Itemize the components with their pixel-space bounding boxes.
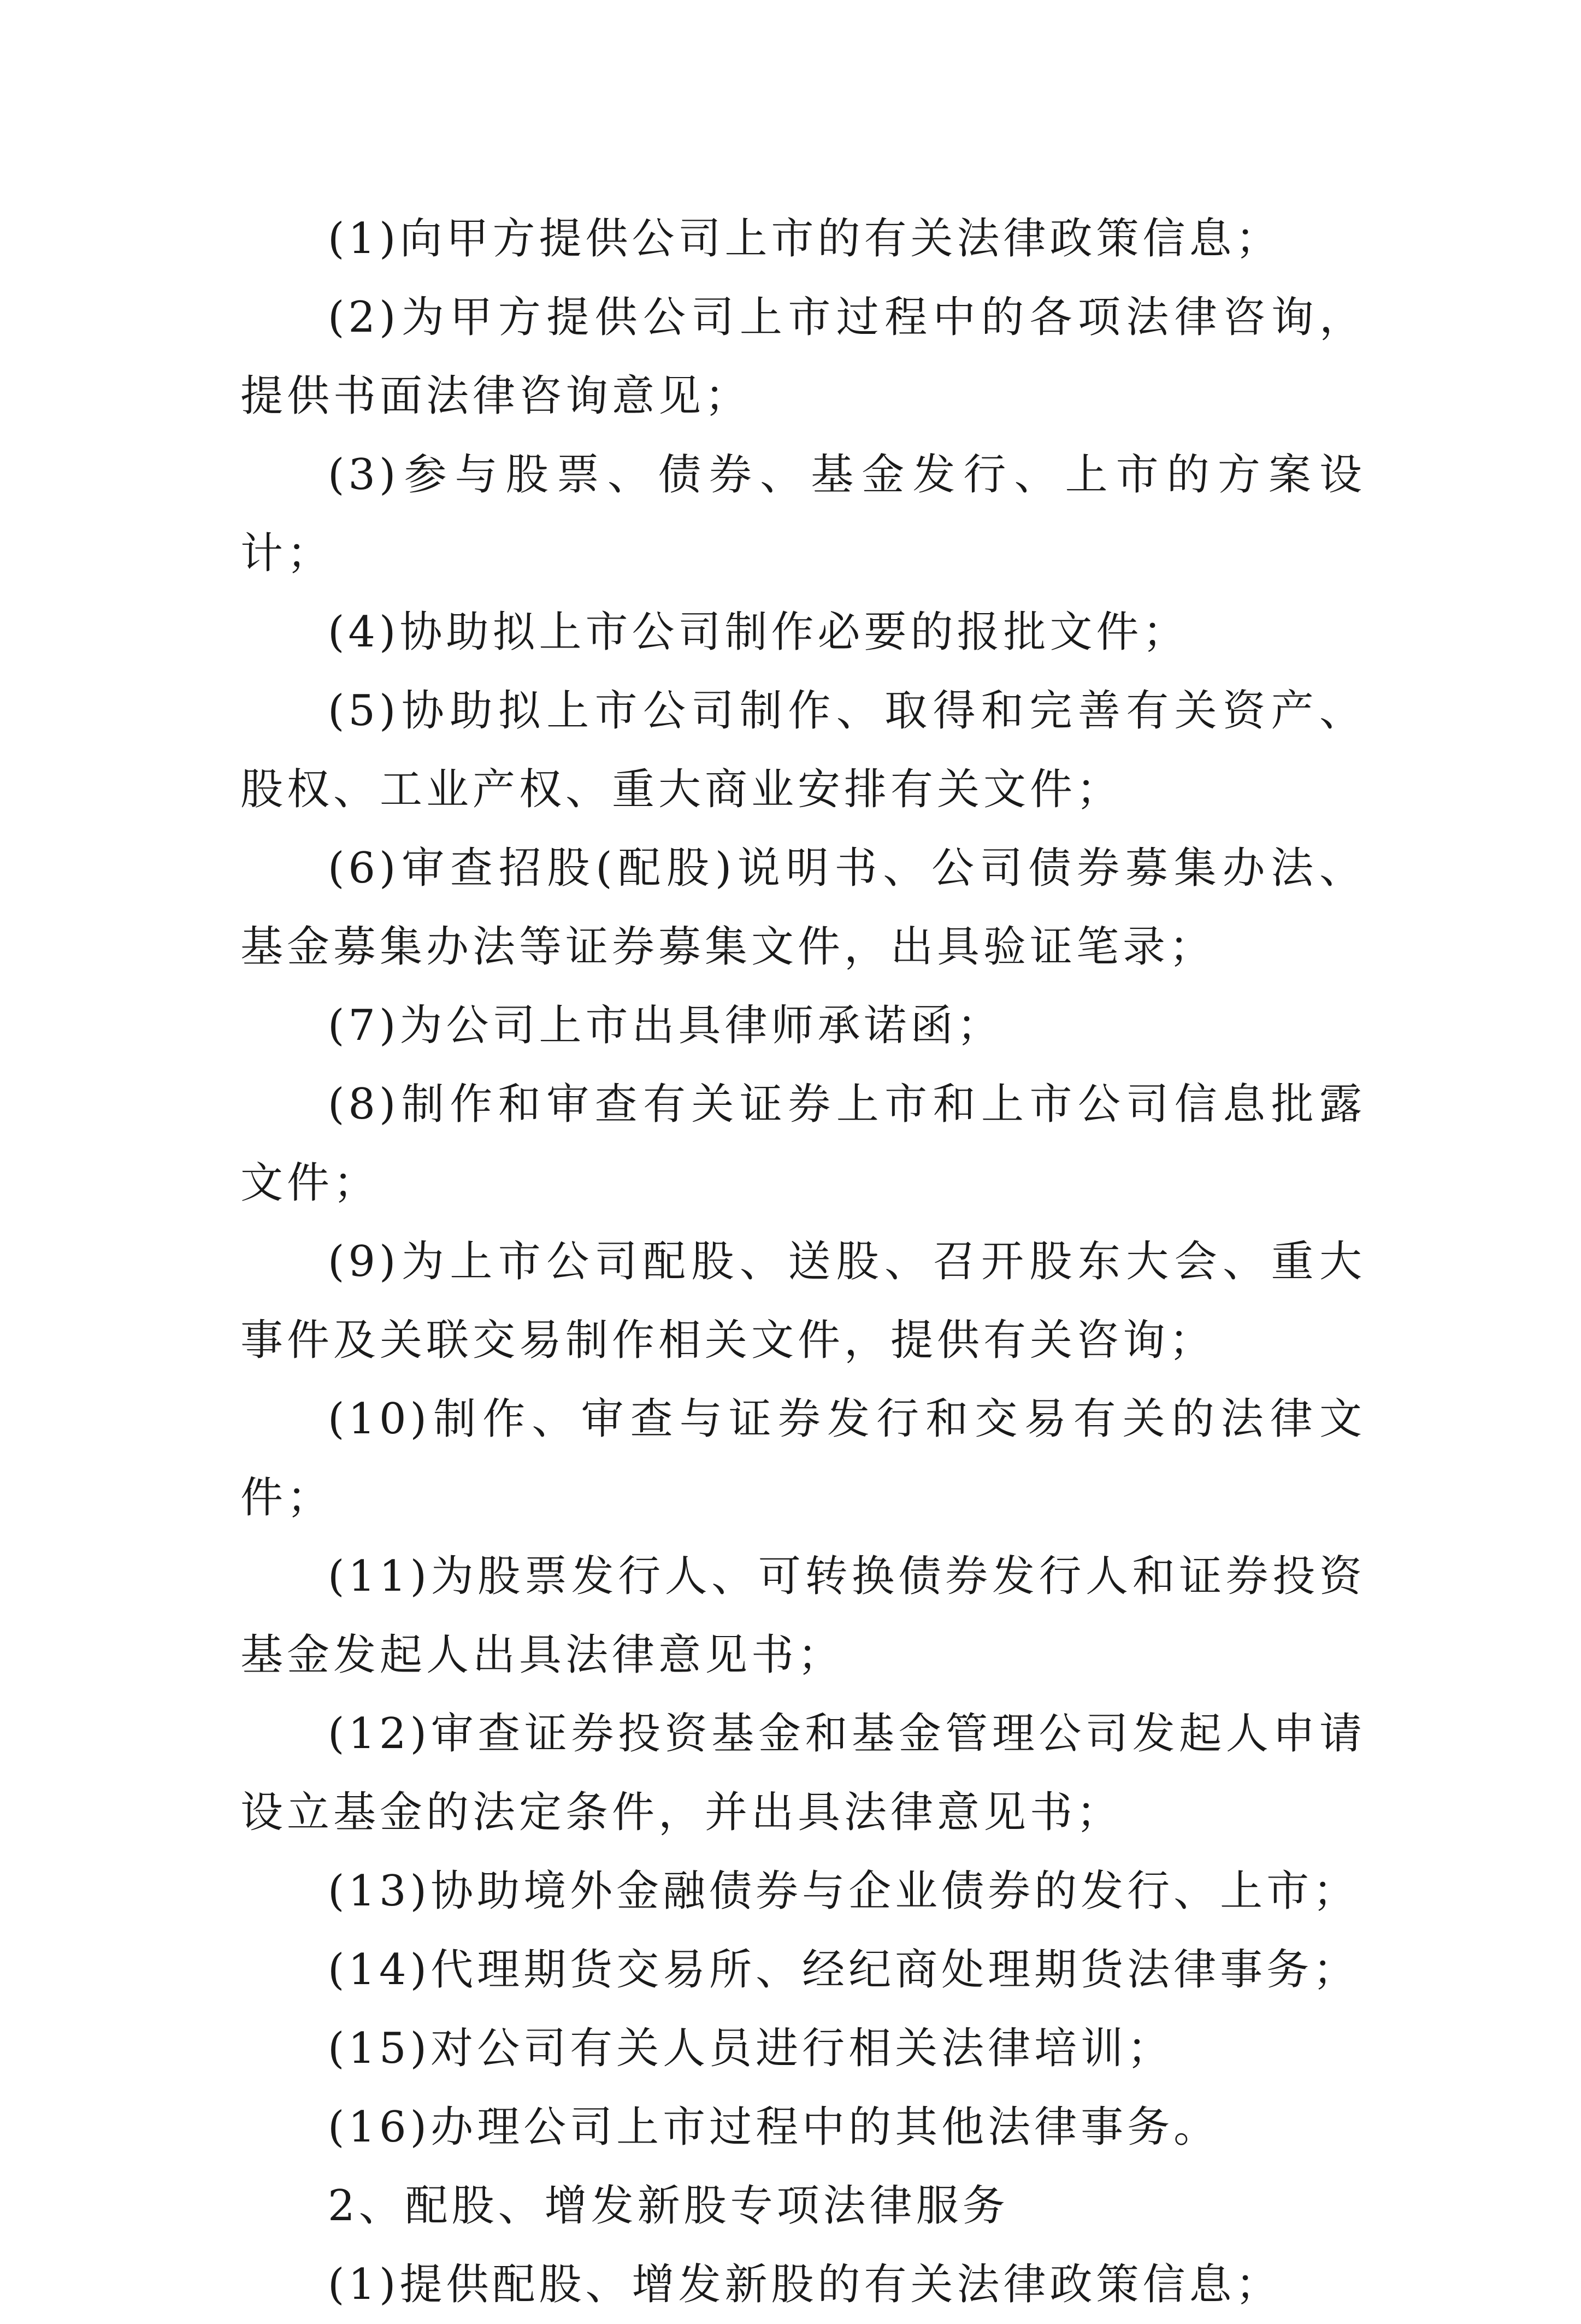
paragraph-14: (14)代理期货交易所、经纪商处理期货法律事务； — [328, 1945, 1360, 1994]
paragraph-8: (8)制作和审查有关证券上市和上市公司信息批露文件； — [240, 1080, 1366, 1208]
paragraph-10: (10)制作、审查与证券发行和交易有关的法律文件； — [240, 1395, 1366, 1522]
paragraph-2: (2)为甲方提供公司上市过程中的各项法律咨询，提供书面法律咨询意见； — [240, 293, 1366, 421]
paragraph-1: (1)向甲方提供公司上市的有关法律政策信息； — [328, 214, 1282, 263]
paragraph-12: (12)审查证券投资基金和基金管理公司发起人申请设立基金的法定条件，并出具法律意见书； — [240, 1709, 1366, 1837]
paragraph-16: (16)办理公司上市过程中的其他法律事务。 — [328, 2103, 1220, 2152]
paragraph-17: (1)提供配股、增发新股的有关法律政策信息； — [328, 2260, 1282, 2309]
paragraph-13: (13)协助境外金融债券与企业债券的发行、上市； — [328, 1867, 1360, 1916]
section-heading: 2、配股、增发新股专项法律服务 — [328, 2181, 1009, 2231]
paragraph-3: (3)参与股票、债券、基金发行、上市的方案设计； — [240, 450, 1366, 578]
paragraph-4: (4)协助拟上市公司制作必要的报批文件； — [328, 608, 1189, 657]
paragraph-11: (11)为股票发行人、可转换债券发行人和证券投资基金发起人出具法律意见书； — [240, 1552, 1366, 1680]
paragraph-15: (15)对公司有关人员进行相关法律培训； — [328, 2024, 1174, 2073]
paragraph-7: (7)为公司上市出具律师承诺函； — [328, 1001, 1004, 1050]
paragraph-5: (5)协助拟上市公司制作、取得和完善有关资产、股权、工业产权、重大商业安排有关文件； — [240, 686, 1366, 814]
document-body — [240, 199, 1366, 2324]
paragraph-9: (9)为上市公司配股、送股、召开股东大会、重大事件及关联交易制作相关文件，提供有关咨询； — [240, 1237, 1366, 1365]
paragraph-6: (6)审查招股(配股)说明书、公司债券募集办法、基金募集办法等证券募集文件，出具验证笔录； — [240, 844, 1366, 972]
